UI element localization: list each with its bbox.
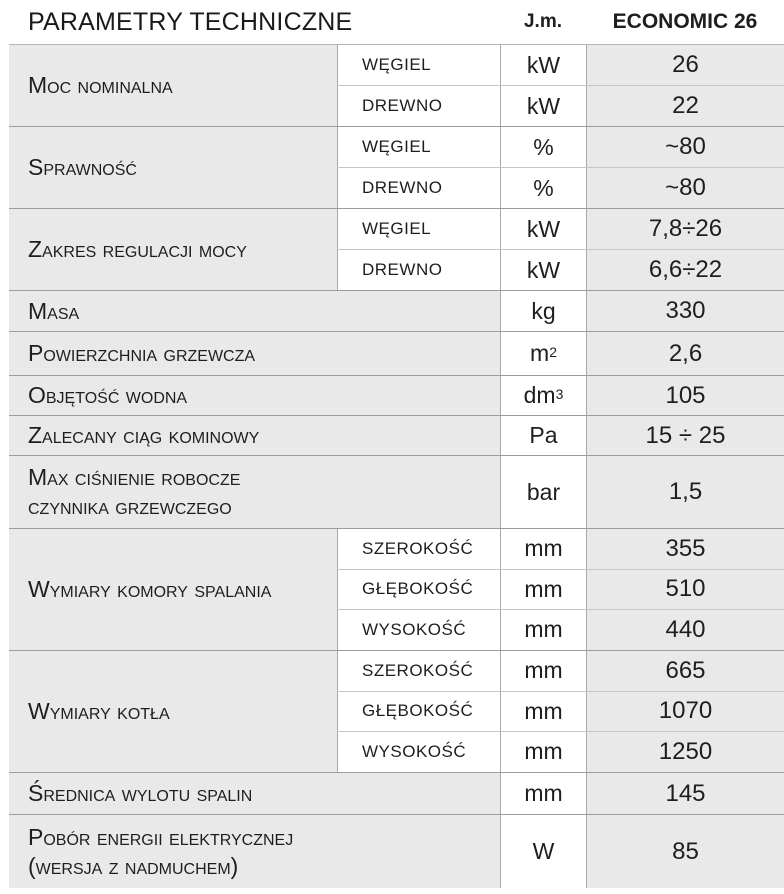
table-row-cisnienie <box>9 456 784 529</box>
row-label: Zakres regulacji mocy <box>9 209 337 290</box>
value-cell: 85 <box>586 815 784 888</box>
value-cell: 145 <box>586 773 784 814</box>
row-label: Max ciśnienie robocze czynnika grzewczego <box>9 456 500 528</box>
table-title: PARAMETRY TECHNICZNE <box>28 7 353 36</box>
row-label: Masa <box>9 291 500 331</box>
unit-cell: mm <box>500 692 586 731</box>
value-cell: 330 <box>586 291 784 331</box>
table-row-masa <box>9 291 784 332</box>
sub-label: WĘGIEL <box>337 45 500 85</box>
table-row-srednica <box>9 773 784 815</box>
unit-cell: bar <box>500 456 586 528</box>
unit-cell: kW <box>500 45 586 85</box>
unit-cell: mm <box>500 651 586 691</box>
value-cell: 665 <box>586 651 784 691</box>
value-cell: 26 <box>586 45 784 85</box>
sub-label: GŁĘBOKOŚĆ <box>337 570 500 609</box>
table-row-komora <box>9 529 784 651</box>
row-label: Wymiary komory spalania <box>9 529 337 650</box>
unit-cell: % <box>500 127 586 167</box>
sub-label: SZEROKOŚĆ <box>337 651 500 691</box>
value-cell: 355 <box>586 529 784 569</box>
unit-cell: kW <box>500 250 586 290</box>
sub-label: GŁĘBOKOŚĆ <box>337 692 500 731</box>
sub-label: DREWNO <box>337 86 500 126</box>
unit-cell: mm <box>500 529 586 569</box>
row-label: Zalecany ciąg kominowy <box>9 416 500 455</box>
value-cell: ~80 <box>586 127 784 167</box>
table-row-powierzchnia <box>9 332 784 376</box>
value-cell: 105 <box>586 376 784 415</box>
unit-cell: mm <box>500 732 586 772</box>
sub-label: WĘGIEL <box>337 209 500 249</box>
sub-label: DREWNO <box>337 250 500 290</box>
row-label: Powierzchnia grzewcza <box>9 332 500 375</box>
unit-cell: mm <box>500 610 586 650</box>
value-cell: 440 <box>586 610 784 650</box>
sub-label: WĘGIEL <box>337 127 500 167</box>
row-label: Średnica wylotu spalin <box>9 773 500 814</box>
row-label: Sprawność <box>9 127 337 208</box>
value-cell: 22 <box>586 86 784 126</box>
unit-cell: kW <box>500 86 586 126</box>
value-cell: 6,6÷22 <box>586 250 784 290</box>
table-row-objetosc <box>9 376 784 416</box>
table-row-zakres <box>9 209 784 291</box>
value-cell: 1,5 <box>586 456 784 528</box>
value-cell: ~80 <box>586 168 784 208</box>
value-cell: 510 <box>586 570 784 609</box>
row-label: Moc nominalna <box>9 45 337 126</box>
unit-cell: kg <box>500 291 586 331</box>
unit-cell: % <box>500 168 586 208</box>
unit-cell: dm $^3$ <box>500 376 586 415</box>
value-cell: 1250 <box>586 732 784 772</box>
sub-label: WYSOKOŚĆ <box>337 610 500 650</box>
unit-cell: W <box>500 815 586 888</box>
unit-column-header: J.m. <box>523 11 563 32</box>
table-row-kotla <box>9 651 784 773</box>
row-label: Wymiary kotła <box>9 651 337 772</box>
sub-label: SZEROKOŚĆ <box>337 529 500 569</box>
table-row-sprawnosc <box>9 127 784 209</box>
row-label: Pobór energii elektrycznej (wersja z nadmuchem) <box>9 815 500 888</box>
sub-label: DREWNO <box>337 168 500 208</box>
value-cell: 1070 <box>586 692 784 731</box>
table-row-pobor <box>9 815 784 888</box>
value-cell: 15 ÷ 25 <box>586 416 784 455</box>
unit-cell: mm <box>500 773 586 814</box>
row-label: Objętość wodna <box>9 376 500 415</box>
parameters-table <box>9 44 784 894</box>
table-row-ciag <box>9 416 784 456</box>
table-row-moc <box>9 45 784 127</box>
value-cell: 2,6 <box>586 332 784 375</box>
value-cell: 7,8÷26 <box>586 209 784 249</box>
unit-cell: kW <box>500 209 586 249</box>
sub-label: WYSOKOŚĆ <box>337 732 500 772</box>
unit-cell: m $^2$ <box>500 332 586 375</box>
unit-cell: mm <box>500 570 586 609</box>
unit-cell: Pa <box>500 416 586 455</box>
model-column-header: ECONOMIC 26 <box>612 10 758 33</box>
